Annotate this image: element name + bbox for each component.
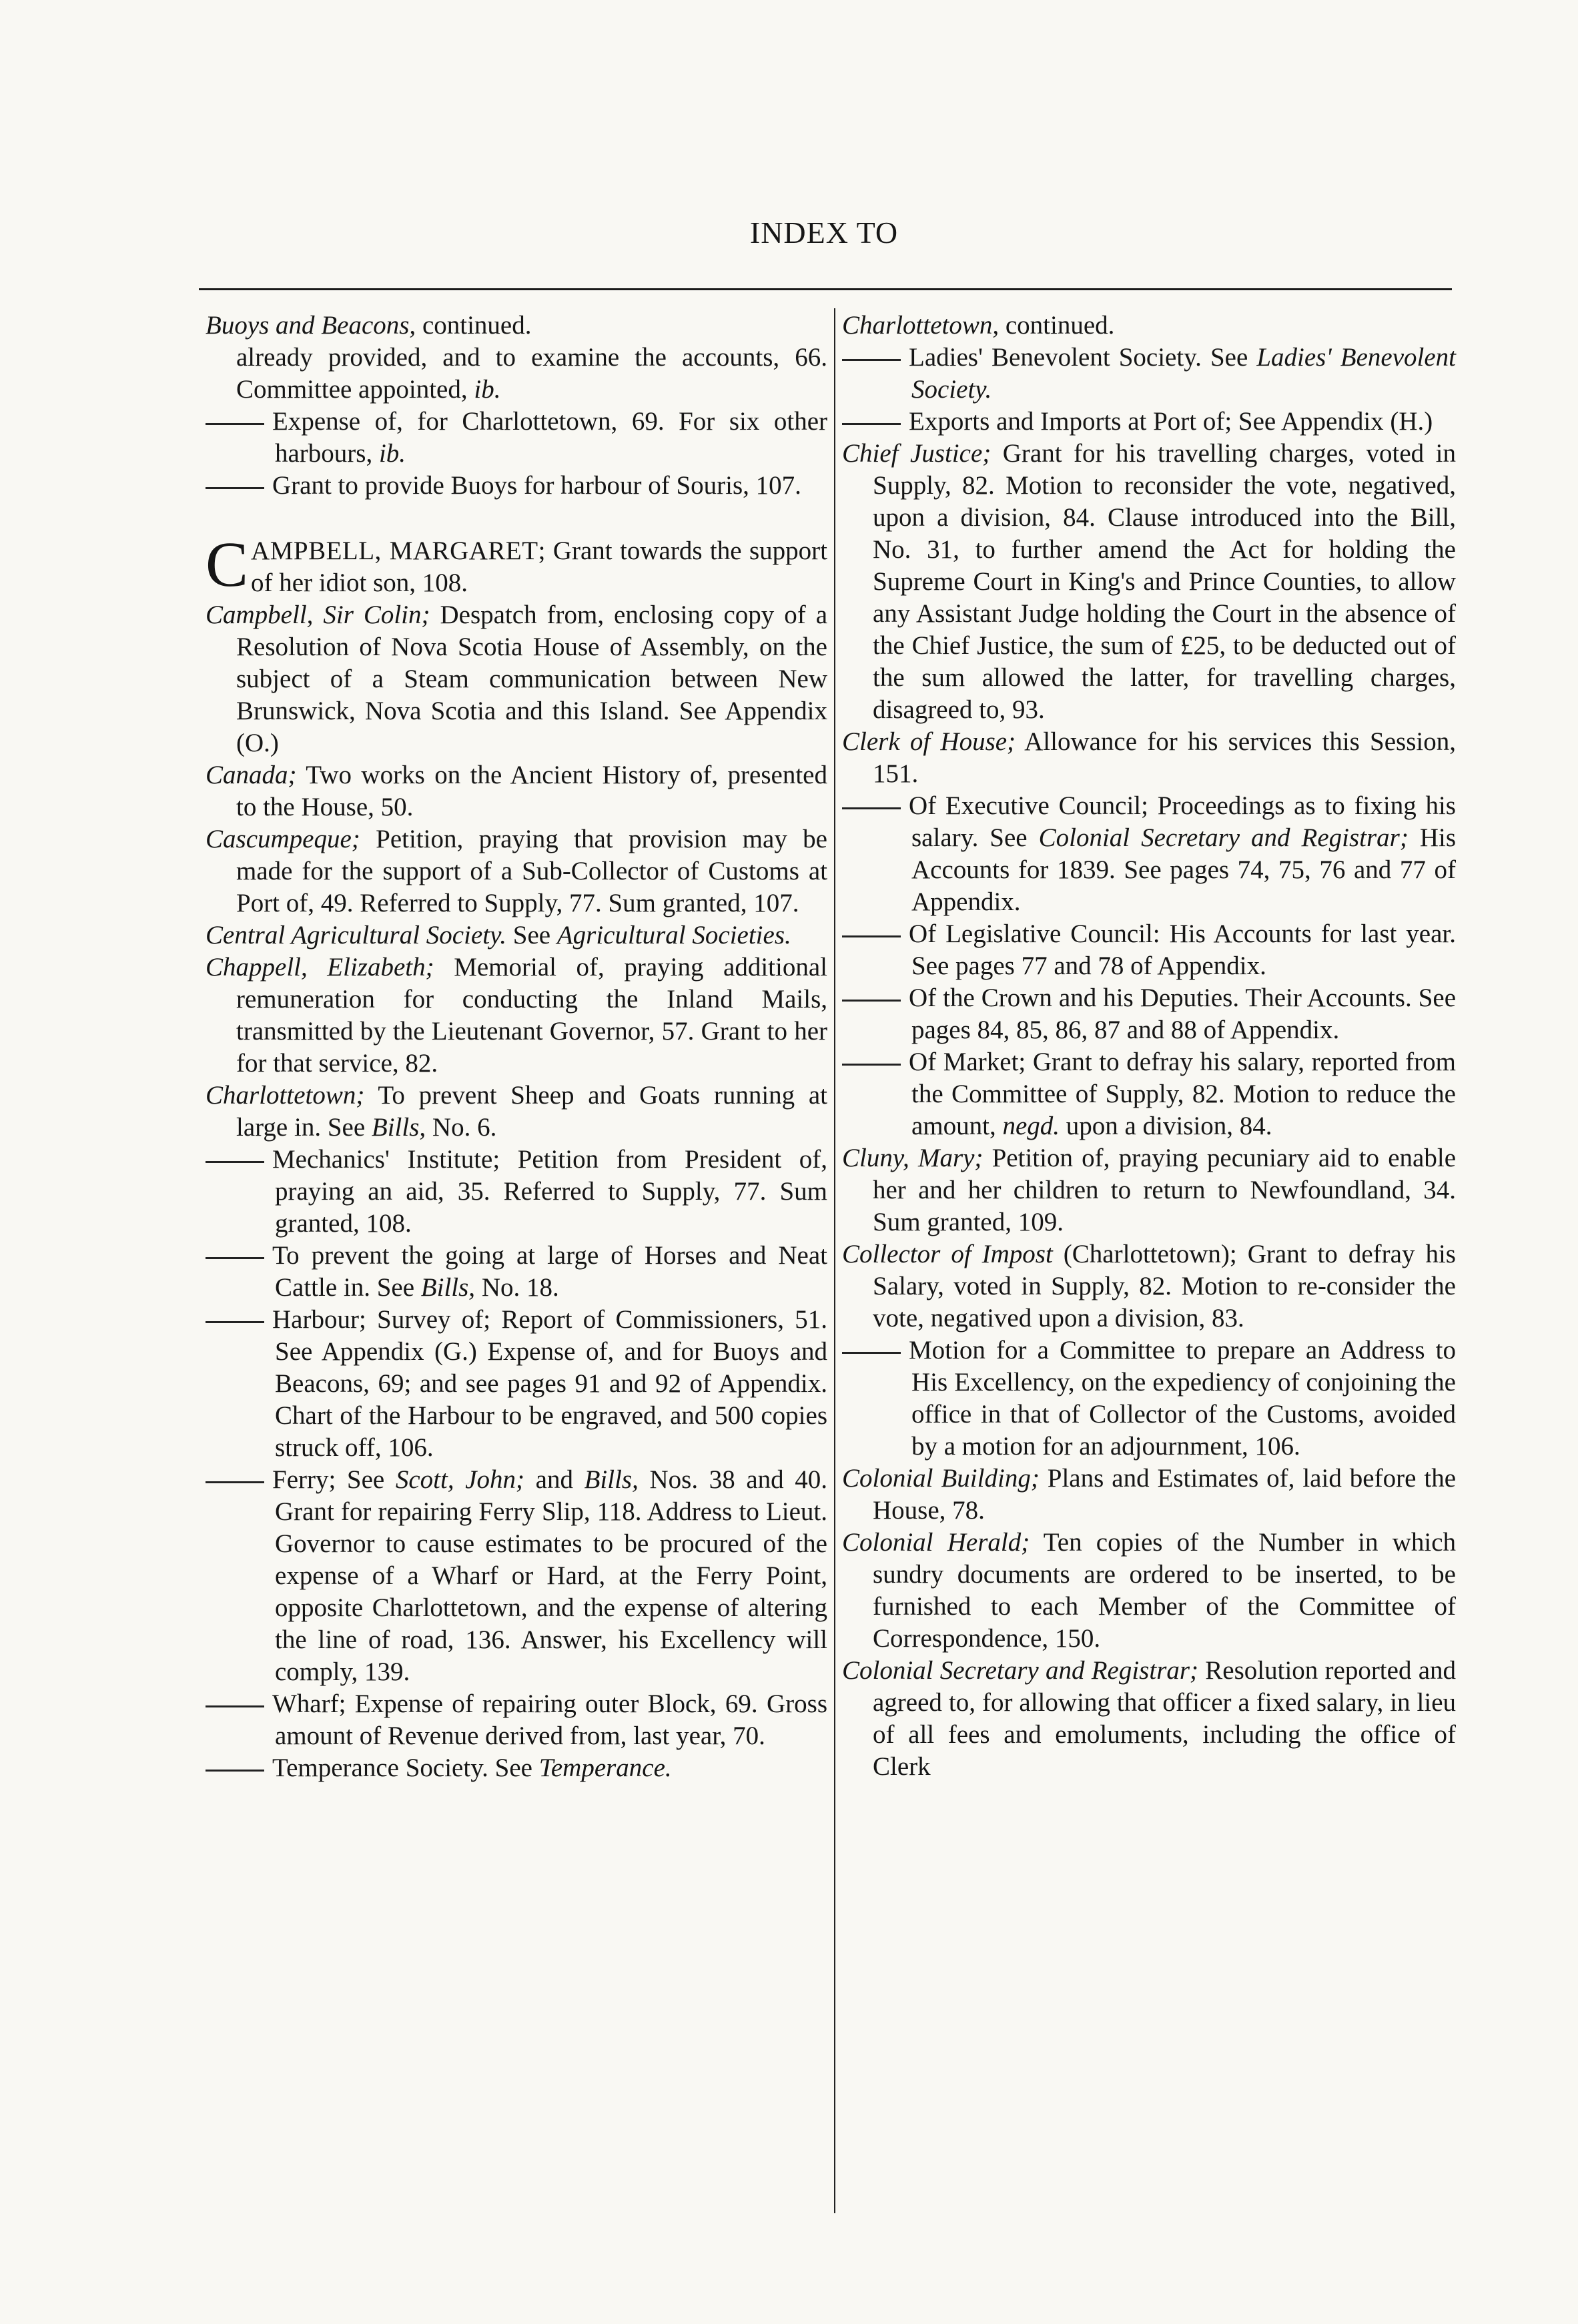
dash-rule xyxy=(842,423,901,425)
entry-canada: Canada; Two works on the Ancient History of, presented to the House, 50. xyxy=(206,761,827,821)
entry-charlottetown-continued: Charlottetown, continued. xyxy=(842,311,1115,340)
dash-rule xyxy=(206,423,264,425)
entry-market: Of Market; Grant to defray his salary, reported from the Committee of Supply, 82. Motion to reduce the amount, negd. upon a division, 84. xyxy=(842,1046,1456,1142)
entry-mechanics-institute: Mechanics' Institute; Petition from President of, praying an aid, 35. Referred to Supply, 77. Sum granted, 108. xyxy=(206,1144,827,1240)
entry-ladies-society: Ladies' Benevolent Society. See Ladies' Benevolent Society. xyxy=(842,342,1456,406)
dash-rule xyxy=(842,1064,901,1066)
entry-buoys-grant: Grant to provide Buoys for harbour of Souris, 107. xyxy=(206,470,827,502)
entry-collector-of-impost: Collector of Impost (Charlottetown); Grant to defray his Salary, voted in Supply, 82. Motion to re-consider the vote, negatived upon a division, 83. xyxy=(842,1240,1456,1332)
entry-chief-justice: Chief Justice; Grant for his travelling charges, voted in Supply, 82. Motion to reconsider the vote, negatived, upon a division, 84. Clause introduced into the Bill, No. 31, to further amend the Act for holding the Supreme Court in King's and Prince Counties, to allow any Assistant Judge holding the Court in the absence of the Chief Justice, the sum of £25, to be deducted out of the sum allowed the latter, for travelling charges, disagreed to, 93. xyxy=(842,439,1456,724)
right-column xyxy=(842,310,1456,1783)
entry-campbell-colin: Campbell, Sir Colin; Despatch from, enclosing copy of a Resolution of Nova Scotia House of Assembly, on the subject of a Steam communication between New Brunswick, Nova Scotia and this Island. See Appendix (O.) xyxy=(206,601,828,757)
entry-wharf: Wharf; Expense of repairing outer Block, 69. Gross amount of Revenue derived from, last year, 70. xyxy=(206,1688,827,1752)
dash-rule xyxy=(206,1481,264,1483)
entry-temperance: Temperance Society. See Temperance. xyxy=(206,1752,827,1784)
dash-rule xyxy=(842,1000,901,1002)
entry-legislative-council: Of Legislative Council: His Accounts for last year. See pages 77 and 78 of Appendix. xyxy=(842,918,1456,982)
entry-buoys-heading: Buoys and Beacons, continued. xyxy=(206,311,532,340)
dash-rule xyxy=(842,807,901,809)
dash-rule xyxy=(206,1161,264,1163)
entry-exports: Exports and Imports at Port of; See Appendix (H.) xyxy=(842,406,1456,438)
entry-horses: To prevent the going at large of Horses and Neat Cattle in. See Bills, No. 18. xyxy=(206,1240,827,1304)
header-rule xyxy=(199,288,1452,290)
dash-rule xyxy=(206,1705,264,1707)
dash-rule xyxy=(842,359,901,361)
dash-rule xyxy=(842,1352,901,1354)
entry-executive-council: Of Executive Council; Proceedings as to fixing his salary. See Colonial Secretary and Registrar; His Accounts for 1839. See pages 74, 75, 76 and 77 of Appendix. xyxy=(842,790,1456,918)
entry-ferry: Ferry; See Scott, John; and Bills, Nos. 38 and 40. Grant for repairing Ferry Slip, 118. Address to Lieut. Governor to cause estimates to be procured of the expense of a Wharf or Hard, at the Ferry Point, opposite Charlottetown, and the expense of altering the line of road, 136. Answer, his Excellency will comply, 139. xyxy=(206,1464,827,1688)
entry-campbell-margaret: CAMPBELL, MARGARET; Grant towards the support of her idiot son, 108. xyxy=(206,528,827,600)
entry-buoys-expense: Expense of, for Charlottetown, 69. For six other harbours, ib. xyxy=(206,406,827,470)
column-divider xyxy=(834,308,835,2213)
dash-rule xyxy=(206,1257,264,1259)
drop-cap: C xyxy=(206,528,249,600)
entry-harbour: Harbour; Survey of; Report of Commissioners, 51. See Appendix (G.) Expense of, and for Buoys and Beacons, 69; and see pages 91 and 92 of Appendix. Chart of the Harbour to be engraved, and 500 copies struck off, 106. xyxy=(206,1304,827,1464)
entry-collector-motion: Motion for a Committee to prepare an Address to His Excellency, on the expediency of conjoining the office in that of Collector of the Customs, avoided by a motion for an adjournment, 106. xyxy=(842,1334,1456,1463)
entry-cluny: Cluny, Mary; Petition of, praying pecuniary aid to enable her and her children to return to Newfoundland, 34. Sum granted, 109. xyxy=(842,1144,1457,1236)
page-header: INDEX TO xyxy=(749,216,899,250)
entry-colonial-secretary: Colonial Secretary and Registrar; Resolution reported and agreed to, for allowing that officer a fixed salary, in lieu of all fees and emoluments, including the office of Clerk xyxy=(842,1656,1457,1781)
entry-clerk-of-house: Clerk of House; Allowance for his services this Session, 151. xyxy=(842,727,1456,788)
entry-charlottetown: Charlottetown; To prevent Sheep and Goats running at large in. See Bills, No. 6. xyxy=(206,1081,827,1142)
entry-colonial-herald: Colonial Herald; Ten copies of the Number in which sundry documents are ordered to be inserted, to be furnished to each Member of the Committee of Correspondence, 150. xyxy=(842,1528,1456,1653)
dash-rule xyxy=(206,1321,264,1323)
entry-crown: Of the Crown and his Deputies. Their Accounts. See pages 84, 85, 86, 87 and 88 of Appendix. xyxy=(842,982,1456,1046)
entry-cascumpeque: Cascumpeque; Petition, praying that provision may be made for the support of a Sub-Collector of Customs at Port of, 49. Referred to Supply, 77. Sum granted, 107. xyxy=(206,825,827,917)
dash-rule xyxy=(842,935,901,937)
dash-rule xyxy=(206,487,264,489)
dash-rule xyxy=(206,1770,264,1772)
entry-central-agricultural: Central Agricultural Society. See Agricultural Societies. xyxy=(206,921,791,949)
left-column xyxy=(206,310,827,1784)
entry-colonial-building: Colonial Building; Plans and Estimates of, laid before the House, 78. xyxy=(842,1464,1457,1525)
entry-chappell: Chappell, Elizabeth; Memorial of, praying additional remuneration for conducting the Inland Mails, transmitted by the Lieutenant Governor, 57. Grant to her for that service, 82. xyxy=(206,953,827,1078)
entry-buoys-continuation: already provided, and to examine the accounts, 66. Committee appointed, ib. xyxy=(236,343,827,404)
